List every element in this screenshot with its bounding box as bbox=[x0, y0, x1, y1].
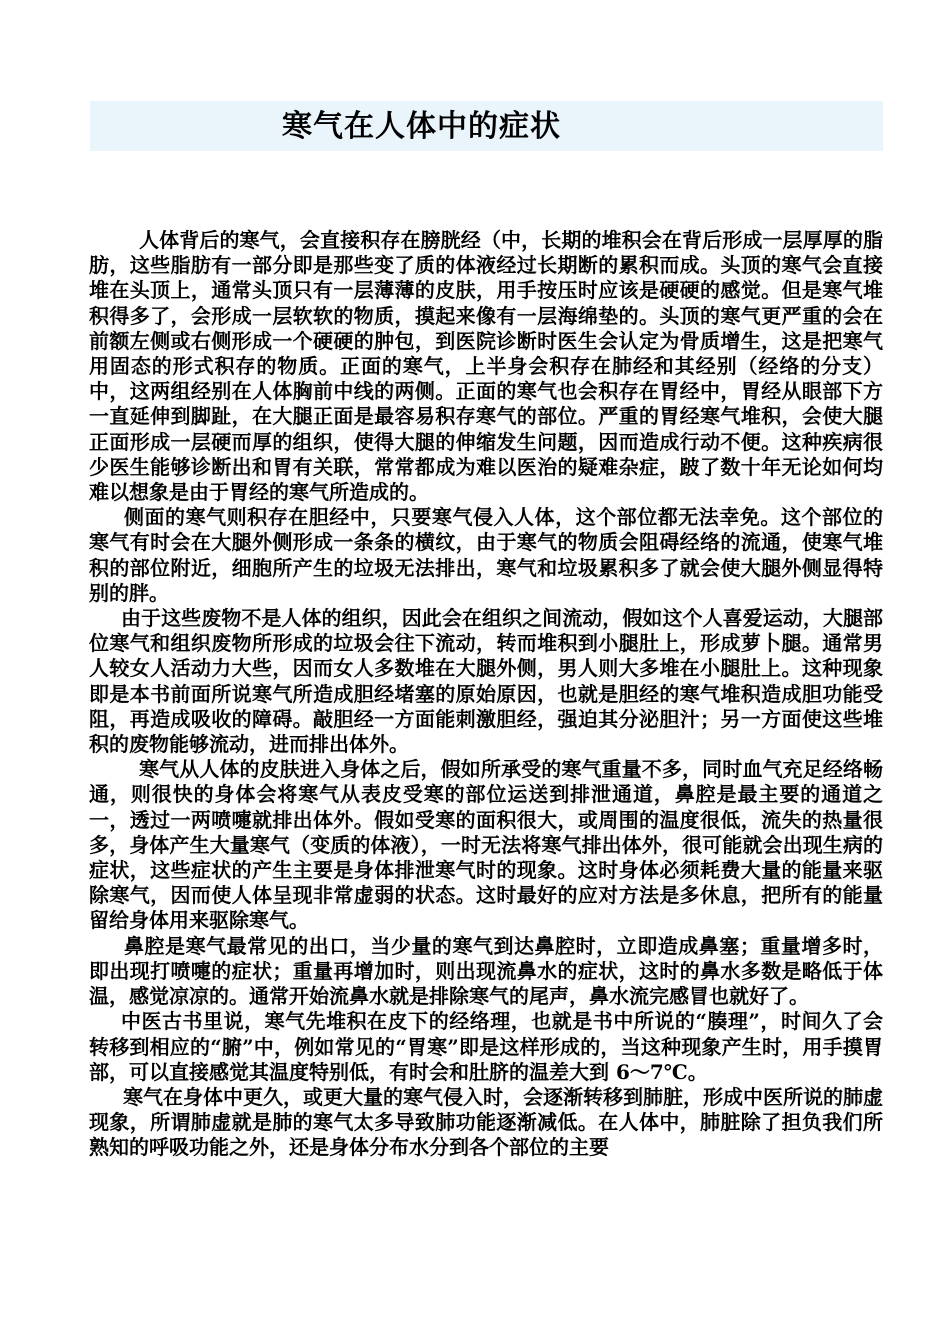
paragraph-7: 寒气在身体中更久，或更大量的寒气侵入时，会逐渐转移到肺脏，形成中医所说的肺虚现象，所谓肺虚就是肺的寒气太多导致肺功能逐渐减低。在人体中，肺脏除了担负我们所熟知的呼吸功能之外，还是身体分布水分到各个部位的主要 bbox=[89, 1084, 883, 1160]
paragraph-5: 鼻腔是寒气最常见的出口，当少量的寒气到达鼻腔时，立即造成鼻塞；重量增多时，即出现打喷嚏的症状；重量再增加时，则出现流鼻水的症状，这时的鼻水多数是略低于体温，感觉凉凉的。通常开始流鼻水就是排除寒气的尾声，鼻水流完感冒也就好了。 bbox=[89, 933, 883, 1009]
paragraph-3: 由于这些废物不是人体的组织，因此会在组织之间流动，假如这个人喜爱运动，大腿部位寒气和组织废物所形成的垃圾会往下流动，转而堆积到小腿肚上，形成萝卜腿。通常男人较女人活动力大些，因而女人多数堆在大腿外侧，男人则大多堆在小腿肚上。这种现象即是本书前面所说寒气所造成胆经堵塞的原始原因，也就是胆经的寒气堆积造成胆功能受阻，再造成吸收的障碍。敲胆经一方面能刺激胆经，强迫其分泌胆汁；另一方面使这些堆积的废物能够流动，进而排出体外。 bbox=[89, 606, 883, 757]
paragraph-4: 寒气从人体的皮肤进入身体之后，假如所承受的寒气重量不多，同时血气充足经络畅通，则很快的身体会将寒气从表皮受寒的部位运送到排泄通道，鼻腔是最主要的通道之一，透过一两喷嚏就排出体外。假如受寒的面积很大，或周围的温度很低，流失的热量很多，身体产生大量寒气（变质的体液），一时无法将寒气排出体外，很可能就会出现生病的症状，这些症状的产生主要是身体排泄寒气时的现象。这时身体必须耗费大量的能量来驱除寒气，因而使人体呈现非常虚弱的状态。这时最好的应对方法是多休息，把所有的能量留给身体用来驱除寒气。 bbox=[89, 757, 883, 933]
title-banner bbox=[90, 101, 883, 151]
paragraph-2: 侧面的寒气则积存在胆经中，只要寒气侵入人体，这个部位都无法幸免。这个部位的寒气有时会在大腿外侧形成一条条的横纹，由于寒气的物质会阻碍经络的流通，使寒气堆积的部位附近，细胞所产生的垃圾无法排出，寒气和垃圾累积多了就会使大腿外侧显得特别的胖。 bbox=[89, 505, 883, 605]
paragraph-1: 人体背后的寒气，会直接积存在膀胱经（中，长期的堆积会在背后形成一层厚厚的脂肪，这些脂肪有一部分即是那些变了质的体液经过长期断的累积而成。头顶的寒气会直接堆在头顶上，通常头顶只有一层薄薄的皮肤，用手按压时应该是硬硬的感觉。但是寒气堆积得多了，会形成一层软软的物质，摸起来像有一层海绵垫的。头顶的寒气更严重的会在前额左侧或右侧形成一个硬硬的肿包，到医院诊断时医生会认定为骨质增生，这是把寒气用固态的形式积存的物质。正面的寒气，上半身会积存在肺经和其经别（经络的分支）中，这两组经别在人体胸前中线的两侧。正面的寒气也会积存在胃经中，胃经从眼部下方一直延伸到脚趾，在大腿正面是最容易积存寒气的部位。严重的胃经寒气堆积，会使大腿正面形成一层硬而厚的组织，使得大腿的伸缩发生问题，因而造成行动不便。这种疾病很少医生能够诊断出和胃有关联，常常都成为难以医治的疑难杂症，跛了数十年无论如何均难以想象是由于胃经的寒气所造成的。 bbox=[89, 228, 883, 505]
page-title: 寒气在人体中的症状 bbox=[282, 109, 561, 144]
paragraph-6: 中医古书里说，寒气先堆积在皮下的经络理，也就是书中所说的“腠理”，时间久了会转移到相应的“腑”中，例如常见的“胃寒”即是这样形成的，当这种现象产生时，用手摸胃部，可以直接感觉其温度特别低，有时会和肚脐的温差大到 6～7℃。 bbox=[89, 1009, 883, 1084]
article-body bbox=[89, 228, 883, 1161]
